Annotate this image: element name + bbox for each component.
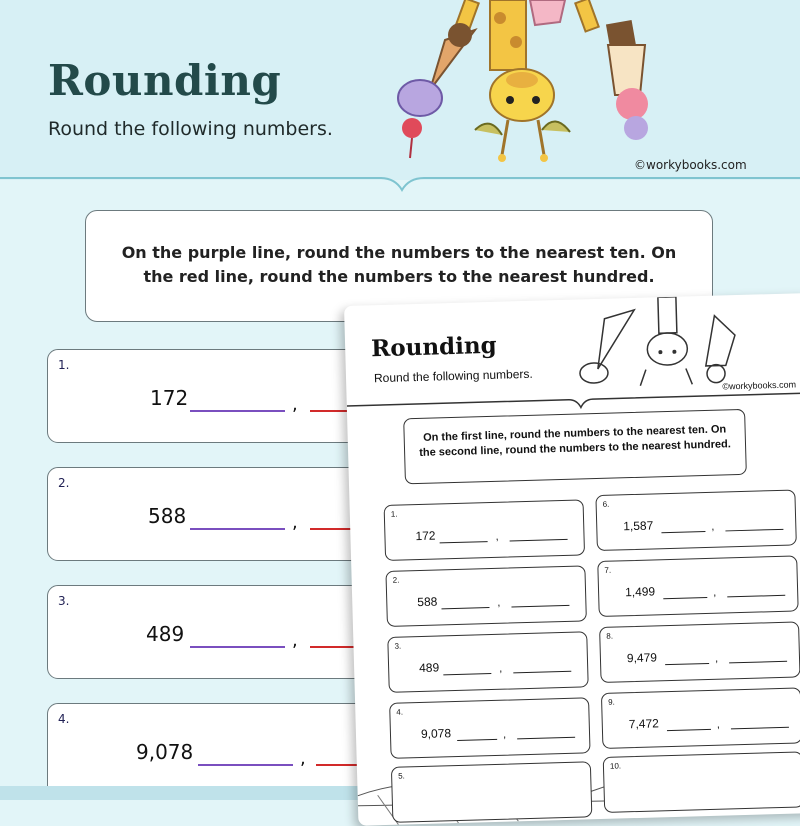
problem-value: 9,078 bbox=[136, 740, 194, 764]
problem-value: 489 bbox=[146, 622, 185, 646]
purple-answer-line[interactable] bbox=[190, 528, 285, 530]
bottom-decoration bbox=[0, 786, 360, 800]
problem-value: 588 bbox=[148, 504, 187, 528]
preview-problem-value: 7,472 bbox=[628, 716, 660, 732]
preview-comma: , bbox=[497, 596, 501, 609]
preview-instructions: On the first line, round the numbers to the nearest ten. On the second line, round the numbers to the nearest hundred. bbox=[403, 409, 747, 485]
preview-line-2 bbox=[725, 529, 783, 532]
preview-line-1 bbox=[457, 739, 497, 741]
preview-line-2 bbox=[517, 737, 575, 740]
preview-problem-value: 489 bbox=[418, 660, 440, 676]
preview-problem-number: 1. bbox=[390, 509, 398, 519]
preview-problem-5 bbox=[391, 761, 592, 823]
preview-line-1 bbox=[661, 531, 705, 533]
preview-line-1 bbox=[440, 541, 488, 543]
preview-problem-6 bbox=[595, 489, 796, 551]
preview-line-2 bbox=[729, 661, 787, 664]
preview-comma: , bbox=[712, 586, 717, 599]
preview-problem-number: 3. bbox=[394, 641, 402, 651]
problem-number: 3. bbox=[58, 594, 70, 608]
preview-line-2 bbox=[513, 671, 571, 674]
preview-problem-number: 6. bbox=[602, 499, 610, 509]
copyright-text: ©workybooks.com bbox=[634, 158, 747, 172]
preview-problem-number: 8. bbox=[606, 631, 614, 641]
problem-number: 1. bbox=[58, 358, 70, 372]
preview-problem-value: 588 bbox=[417, 594, 438, 610]
preview-problem-value: 9,479 bbox=[626, 650, 658, 666]
preview-comma: , bbox=[711, 520, 715, 533]
preview-problem-9 bbox=[601, 687, 800, 749]
preview-line-2 bbox=[510, 539, 568, 542]
preview-title: Rounding bbox=[370, 331, 498, 363]
preview-line-1 bbox=[663, 597, 707, 599]
preview-line-1 bbox=[443, 673, 491, 675]
preview-problem-value: 172 bbox=[415, 528, 436, 544]
preview-problem-number: 7. bbox=[604, 565, 612, 575]
preview-comma: , bbox=[716, 718, 721, 731]
comma: , bbox=[292, 630, 298, 651]
instructions-box: On the purple line, round the numbers to the nearest ten. On the red line, round the numbers to the nearest hundred. bbox=[85, 210, 713, 322]
page-subtitle: Round the following numbers. bbox=[48, 118, 333, 140]
preview-problem-8 bbox=[599, 621, 800, 683]
preview-comma: , bbox=[502, 728, 507, 741]
preview-comma: , bbox=[714, 652, 719, 665]
preview-problem-value: 9,078 bbox=[420, 726, 452, 742]
preview-problem-1 bbox=[384, 499, 585, 561]
header-divider bbox=[0, 172, 800, 196]
comma: , bbox=[292, 512, 298, 533]
preview-problem-4 bbox=[389, 697, 590, 759]
preview-problem-value: 1,587 bbox=[623, 518, 654, 534]
preview-problem-value: 1,499 bbox=[624, 584, 656, 600]
preview-problem-number: 10. bbox=[609, 761, 622, 771]
problem-number: 4. bbox=[58, 712, 70, 726]
preview-line-1 bbox=[667, 729, 711, 731]
problem-value: 172 bbox=[150, 386, 189, 410]
preview-problem-7 bbox=[597, 555, 798, 617]
page-title: Rounding bbox=[48, 56, 282, 105]
preview-problem-2 bbox=[385, 565, 586, 627]
comma: , bbox=[300, 748, 306, 769]
preview-problem-number: 4. bbox=[396, 707, 404, 717]
problem-number: 2. bbox=[58, 476, 70, 490]
preview-line-2 bbox=[727, 595, 785, 598]
preview-problem-number: 9. bbox=[608, 697, 615, 707]
preview-problem-3 bbox=[387, 631, 588, 693]
giraffe-sketch-icon bbox=[574, 294, 786, 392]
preview-line-2 bbox=[731, 727, 789, 730]
comma: , bbox=[292, 394, 298, 415]
giraffe-mascot-icon bbox=[390, 0, 690, 170]
preview-copyright: ©workybooks.com bbox=[722, 379, 797, 392]
purple-answer-line[interactable] bbox=[198, 764, 293, 766]
preview-line-1 bbox=[441, 607, 489, 609]
purple-answer-line[interactable] bbox=[190, 410, 285, 412]
preview-problem-number: 5. bbox=[398, 771, 405, 781]
preview-comma: , bbox=[495, 530, 499, 543]
preview-problem-number: 2. bbox=[392, 575, 400, 585]
preview-subtitle: Round the following numbers. bbox=[373, 366, 533, 386]
preview-comma: , bbox=[499, 662, 503, 675]
purple-answer-line[interactable] bbox=[190, 646, 285, 648]
preview-line-1 bbox=[665, 663, 709, 665]
preview-problem-10 bbox=[603, 751, 800, 813]
worksheet-preview bbox=[344, 293, 800, 826]
preview-line-2 bbox=[511, 605, 569, 608]
